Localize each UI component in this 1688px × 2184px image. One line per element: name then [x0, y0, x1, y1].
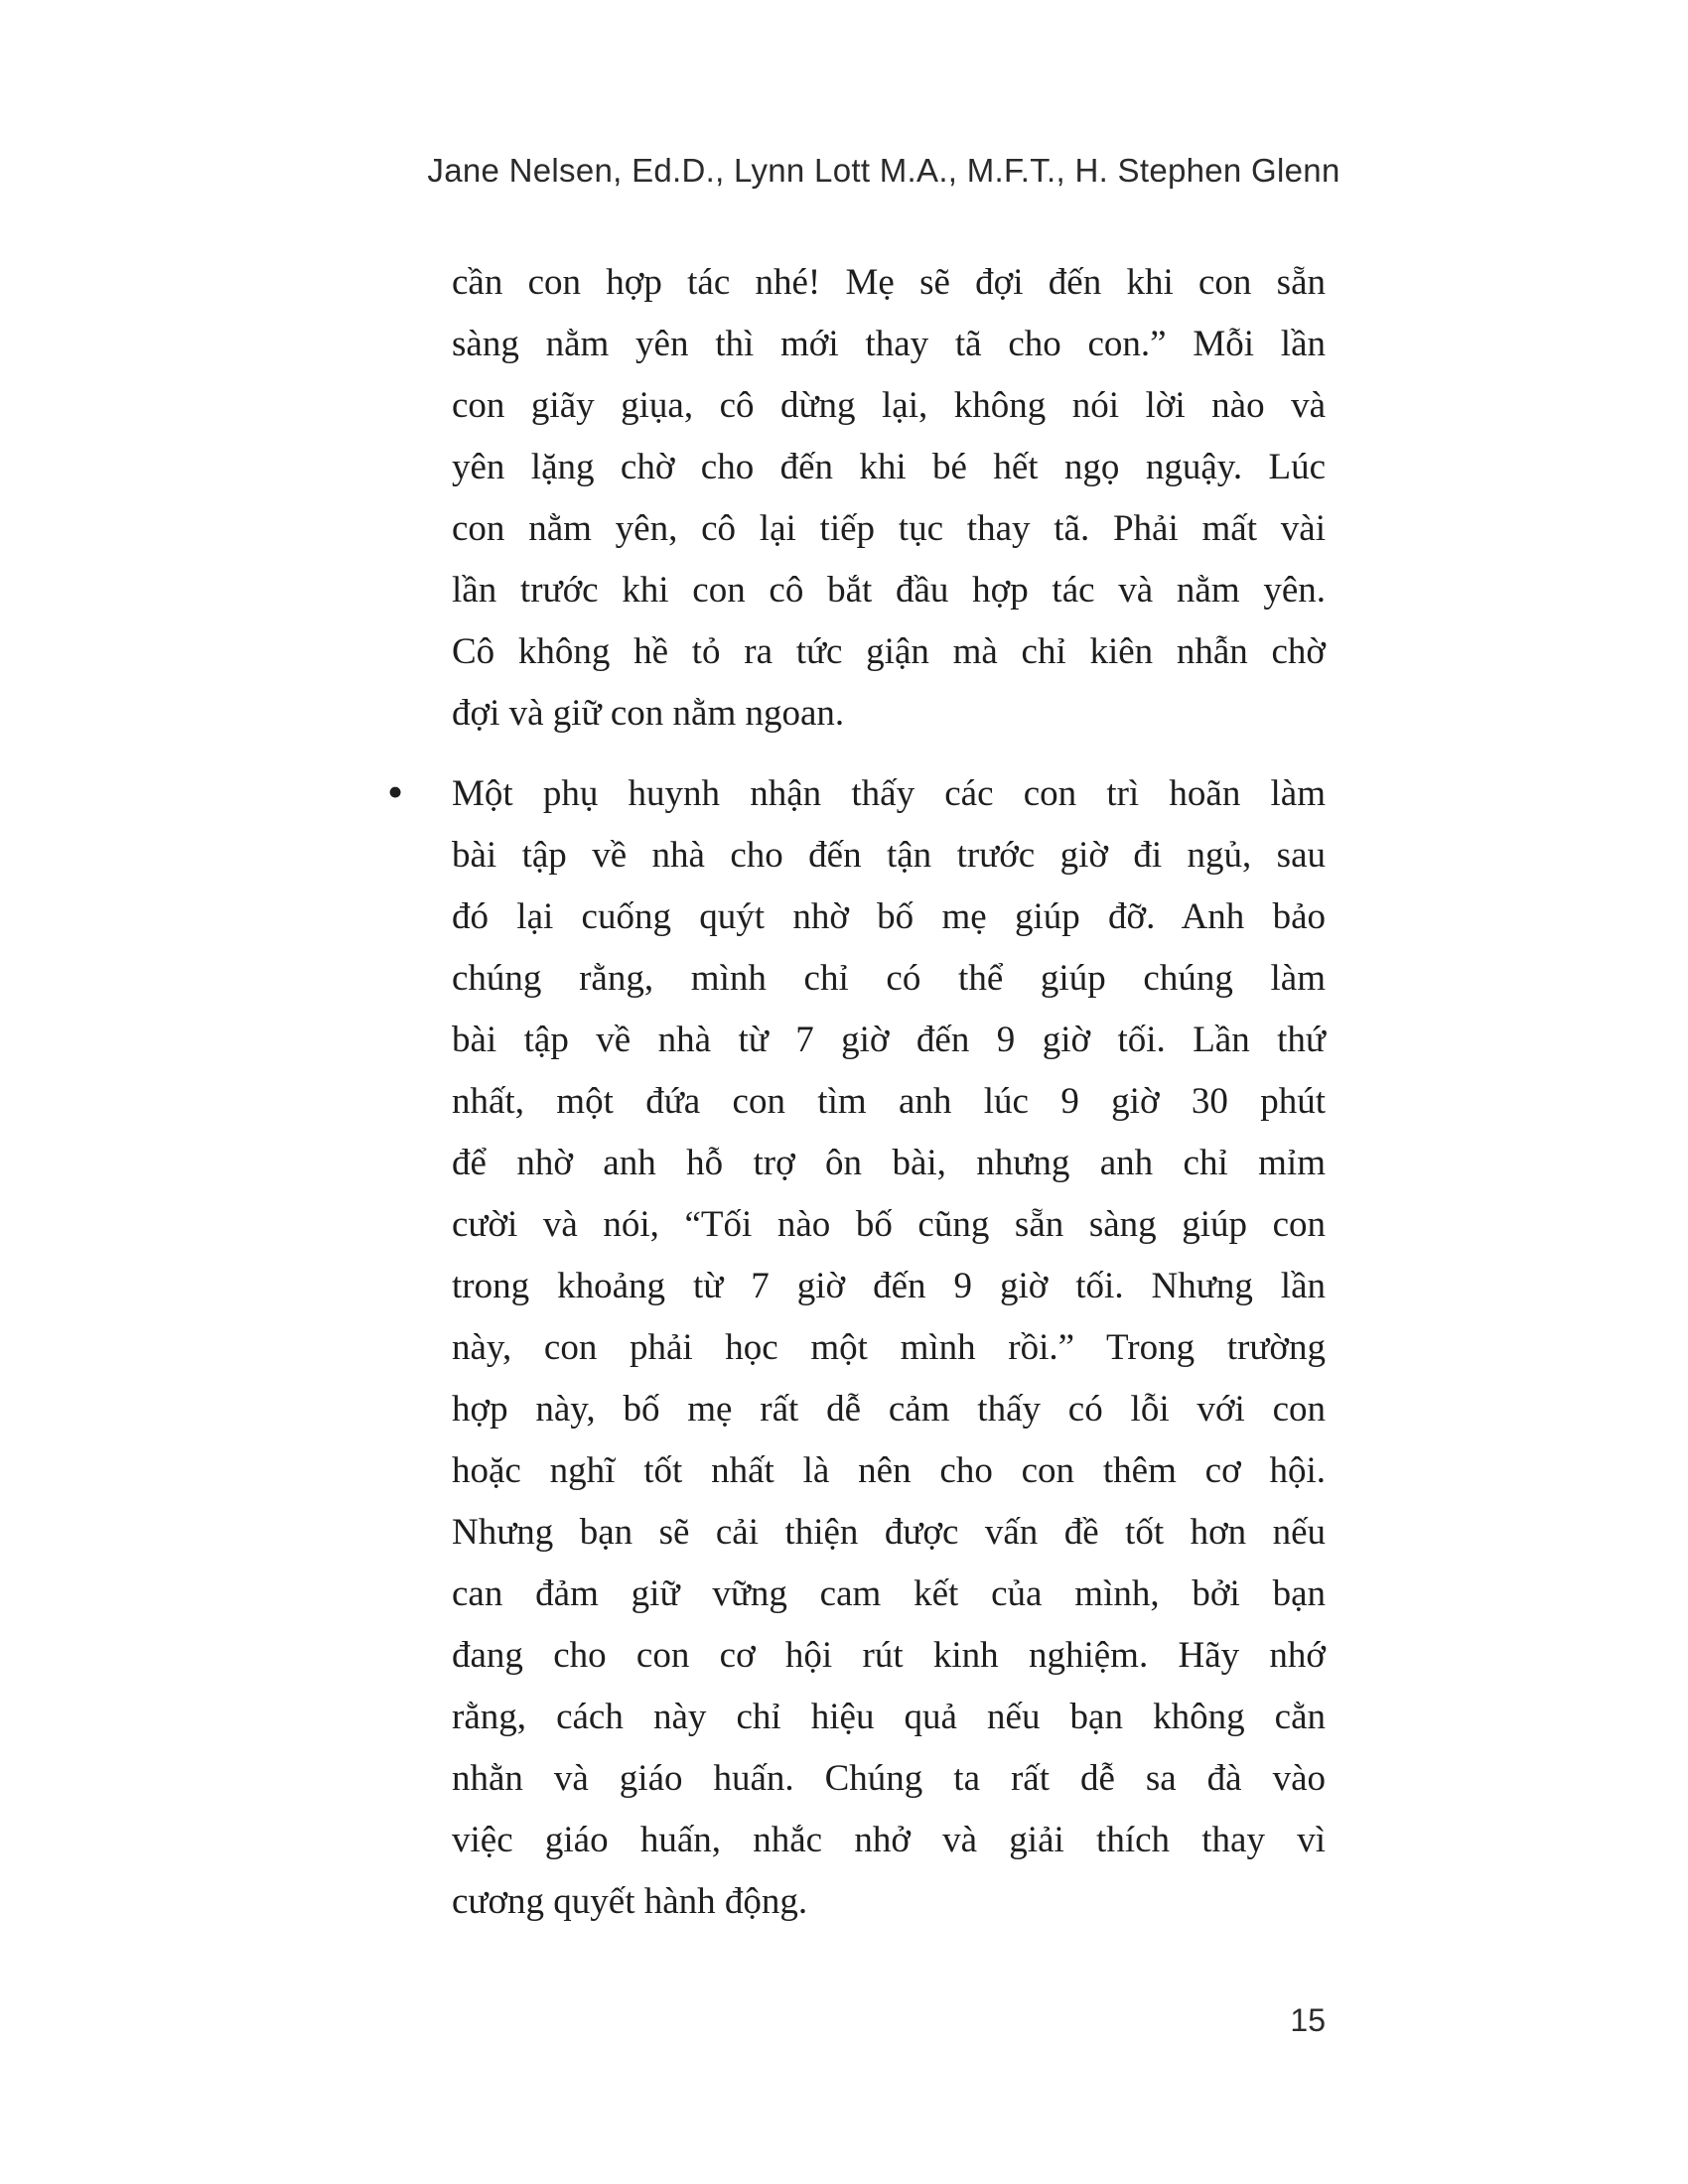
text-line: nhất, một đứa con tìm anh lúc 9 giờ 30 phút	[452, 1081, 1326, 1122]
text-line: hoặc nghĩ tốt nhất là nên cho con thêm cơ hội.	[452, 1450, 1326, 1491]
text-line: trong khoảng từ 7 giờ đến 9 giờ tối. Nhưng lần	[452, 1266, 1326, 1306]
paragraph-bullet-item	[452, 763, 1326, 1933]
text-line: cương quyết hành động.	[452, 1881, 808, 1922]
paragraph-continuation	[452, 252, 1326, 745]
text-line: yên lặng chờ cho đến khi bé hết ngọ nguậy. Lúc	[452, 447, 1326, 487]
bullet-icon: •	[387, 766, 404, 817]
text-line: cười và nói, “Tối nào bố cũng sẵn sàng giúp con	[452, 1204, 1326, 1245]
running-head-authors: Jane Nelsen, Ed.D., Lynn Lott M.A., M.F.T., H. Stephen Glenn	[427, 152, 1340, 189]
page-number: 15	[1290, 2002, 1326, 2038]
text-line: hợp này, bố mẹ rất dễ cảm thấy có lỗi với con	[452, 1389, 1326, 1430]
text-line: bài tập về nhà từ 7 giờ đến 9 giờ tối. Lần thứ	[452, 1020, 1326, 1060]
text-line: rằng, cách này chỉ hiệu quả nếu bạn không cằn	[452, 1697, 1326, 1737]
text-line: Cô không hề tỏ ra tức giận mà chỉ kiên nhẫn chờ	[452, 631, 1326, 672]
text-line: Một phụ huynh nhận thấy các con trì hoãn làm	[452, 773, 1326, 814]
text-line: cần con hợp tác nhé! Mẹ sẽ đợi đến khi con sẵn	[452, 262, 1326, 303]
text-line: đợi và giữ con nằm ngoan.	[452, 693, 845, 734]
text-line: việc giáo huấn, nhắc nhở và giải thích thay vì	[452, 1820, 1326, 1860]
text-line: can đảm giữ vững cam kết của mình, bởi bạn	[452, 1573, 1326, 1614]
text-line: sàng nằm yên thì mới thay tã cho con.” Mỗi lần	[452, 324, 1326, 364]
text-line: để nhờ anh hỗ trợ ôn bài, nhưng anh chỉ mỉm	[452, 1143, 1326, 1183]
text-line: con nằm yên, cô lại tiếp tục thay tã. Phải mất vài	[452, 508, 1326, 549]
text-line: con giãy giụa, cô dừng lại, không nói lời nào và	[452, 385, 1326, 426]
text-line: Nhưng bạn sẽ cải thiện được vấn đề tốt hơn nếu	[452, 1512, 1326, 1553]
text-line: này, con phải học một mình rồi.” Trong trường	[452, 1327, 1326, 1368]
text-line: chúng rằng, mình chỉ có thể giúp chúng làm	[452, 958, 1326, 999]
text-line: bài tập về nhà cho đến tận trước giờ đi ngủ, sau	[452, 835, 1326, 876]
text-line: đó lại cuống quýt nhờ bố mẹ giúp đỡ. Anh bảo	[452, 896, 1326, 937]
text-line: nhằn và giáo huấn. Chúng ta rất dễ sa đà vào	[452, 1758, 1326, 1799]
text-line: đang cho con cơ hội rút kinh nghiệm. Hãy nhớ	[452, 1635, 1326, 1676]
text-line: lần trước khi con cô bắt đầu hợp tác và nằm yên.	[452, 570, 1326, 611]
